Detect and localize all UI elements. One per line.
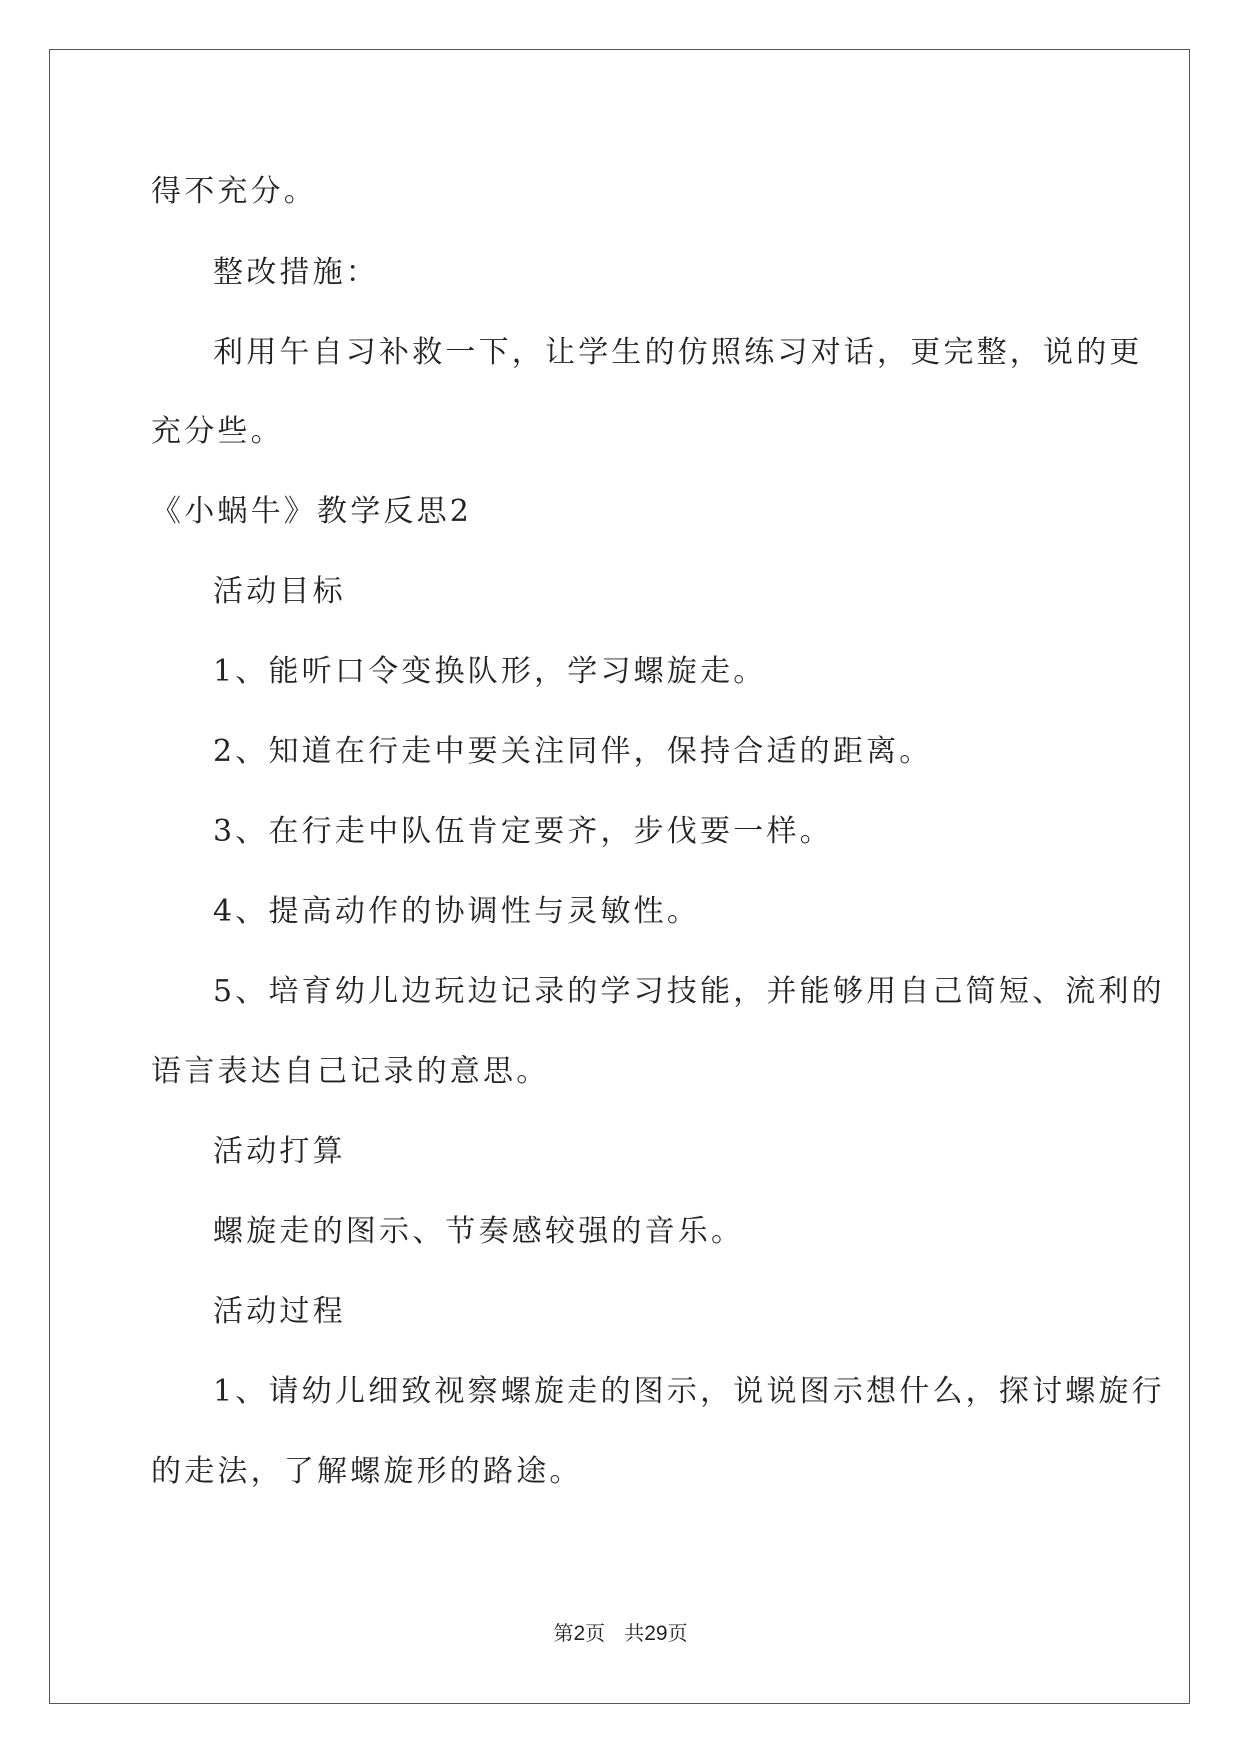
paragraph-line: 螺旋走的图示、节奏感较强的音乐。 [213,1214,745,1249]
subheading: 活动打算 [213,1134,346,1169]
paragraph-line: 整改措施： [213,255,379,290]
subheading: 活动过程 [213,1294,346,1329]
paragraph-line: 的走法，了解螺旋形的路途。 [151,1454,583,1489]
subheading: 活动目标 [213,574,346,609]
list-item: 2、知道在行走中要关注同伴，保持合适的距离。 [213,734,933,769]
page-footer [0,1620,1241,1647]
footer-total-suffix: 页 [667,1621,688,1645]
list-item: 4、提高动作的协调性与灵敏性。 [213,894,701,929]
paragraph-line: 充分些。 [151,414,284,449]
footer-page-suffix: 页 [585,1621,606,1645]
list-item: 1、能听口令变换队形，学习螺旋走。 [213,654,767,689]
section-heading: 《小蜗牛》教学反思2 [151,494,473,529]
footer-total-prefix: 共 [624,1621,645,1645]
footer-page-prefix: 第 [553,1621,574,1645]
list-item: 1、请幼儿细致视察螺旋走的图示，说说图示想什么，探讨螺旋行 [213,1374,1165,1409]
footer-total-pages: 29 [644,1622,668,1645]
paragraph-line: 得不充分。 [151,174,317,209]
paragraph-line: 语言表达自己记录的意思。 [151,1054,550,1089]
list-item: 3、在行走中队伍肯定要齐，步伐要一样。 [213,814,833,849]
list-item: 5、培育幼儿边玩边记录的学习技能，并能够用自己简短、流利的 [213,974,1165,1009]
paragraph-line: 利用午自习补救一下，让学生的仿照练习对话，更完整，说的更 [213,335,1143,370]
footer-page-number: 2 [573,1622,586,1645]
